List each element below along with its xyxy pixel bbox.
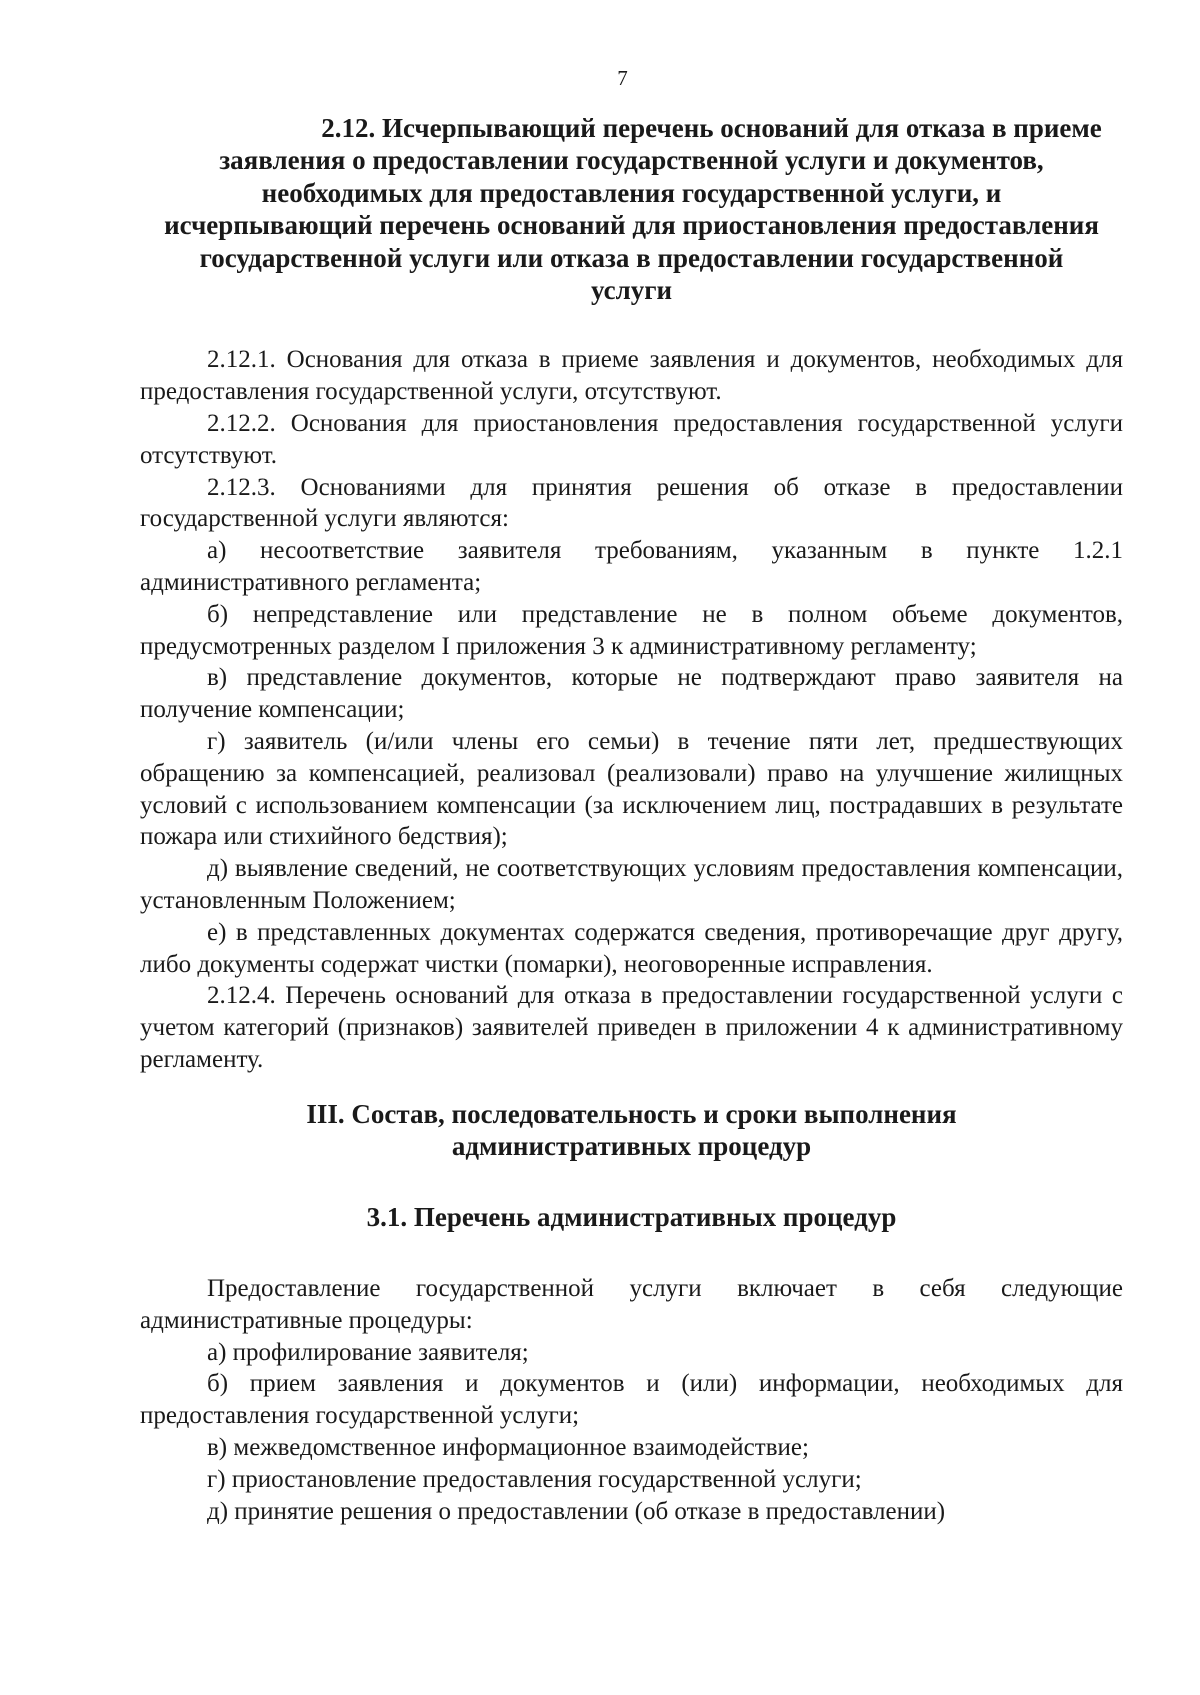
procedure-item-g: г) приостановление предоставления государственной услуги;: [207, 1465, 862, 1493]
paragraph-2-12-1: 2.12.1. Основания для отказа в приеме заявления и документов, необходимых для предоставления государственной услуги, отсутствуют.: [140, 346, 1123, 406]
list-item-a: а) несоответствие заявителя требованиям, указанным в пункте 1.2.1 административного регламента;: [140, 537, 1123, 597]
paragraph-2-12-2: 2.12.2. Основания для приостановления предоставления государственной услуги отсутствуют.: [140, 410, 1123, 469]
heading-line: услуги: [590, 275, 673, 306]
list-item-v: в) представление документов, которые не подтверждают право заявителя на получение компенсации;: [140, 664, 1123, 724]
heading-line: III. Состав, последовательность и сроки выполнения: [306, 1098, 957, 1129]
procedure-item-v: в) межведомственное информационное взаимодействие;: [207, 1433, 809, 1461]
paragraph-2-12-3: 2.12.3. Основаниями для принятия решения об отказе в предоставлении государственной услуги являются:: [140, 473, 1123, 533]
heading-line: заявления о предоставлении государственной услуги и документов,: [219, 145, 1044, 176]
paragraph-2-12-4: 2.12.4. Перечень оснований для отказа в предоставлении государственной услуги с учетом категорий (признаков) заявителей приведен в приложении 4 к административному регламенту.: [140, 982, 1123, 1073]
procedure-item-b: б) прием заявления и документов и (или) информации, необходимых для предоставления государственной услуги;: [140, 1370, 1123, 1430]
section-2-12-heading: [140, 112, 1123, 306]
page-content: [140, 112, 1123, 1527]
list-item-e: е) в представленных документах содержатся сведения, противоречащие друг другу, либо документы содержат чистки (помарки), неоговоренные исправления.: [140, 918, 1123, 978]
heading-line: административных процедур: [451, 1131, 812, 1162]
heading-line: необходимых для предоставления государственной услуги, и: [261, 177, 1002, 208]
heading-line: 2.12. Исчерпывающий перечень оснований для отказа в приеме: [321, 113, 1102, 143]
heading-line: исчерпывающий перечень оснований для приостановления предоставления: [164, 210, 1099, 241]
procedure-item-a: а) профилирование заявителя;: [207, 1338, 529, 1366]
paragraph-3-1-intro: Предоставление государственной услуги включает в себя следующие административные процедуры:: [140, 1274, 1123, 1334]
procedure-item-d: д) принятие решения о предоставлении (об отказе в предоставлении): [207, 1497, 946, 1525]
page-number: 7: [617, 66, 628, 90]
section-3-heading: [140, 1098, 1123, 1163]
list-item-b: б) непредставление или представление не в полном объеме документов, предусмотренных разделом I приложения 3 к административному регламенту;: [140, 600, 1123, 660]
list-item-g: г) заявитель (и/или члены его семьи) в течение пяти лет, предшествующих обращению за компенсацией, реализовал (реализовали) право на улучшение жилищных условий с использованием компенсации (за исключением лиц, пострадавших в результате пожара или стихийного бедствия);: [140, 728, 1123, 851]
heading-line: государственной услуги или отказа в предоставлении государственной: [199, 242, 1064, 273]
list-item-d: д) выявление сведений, не соответствующих условиям предоставления компенсации, установленным Положением;: [140, 855, 1123, 914]
subsection-3-1-heading: 3.1. Перечень административных процедур: [366, 1201, 897, 1232]
